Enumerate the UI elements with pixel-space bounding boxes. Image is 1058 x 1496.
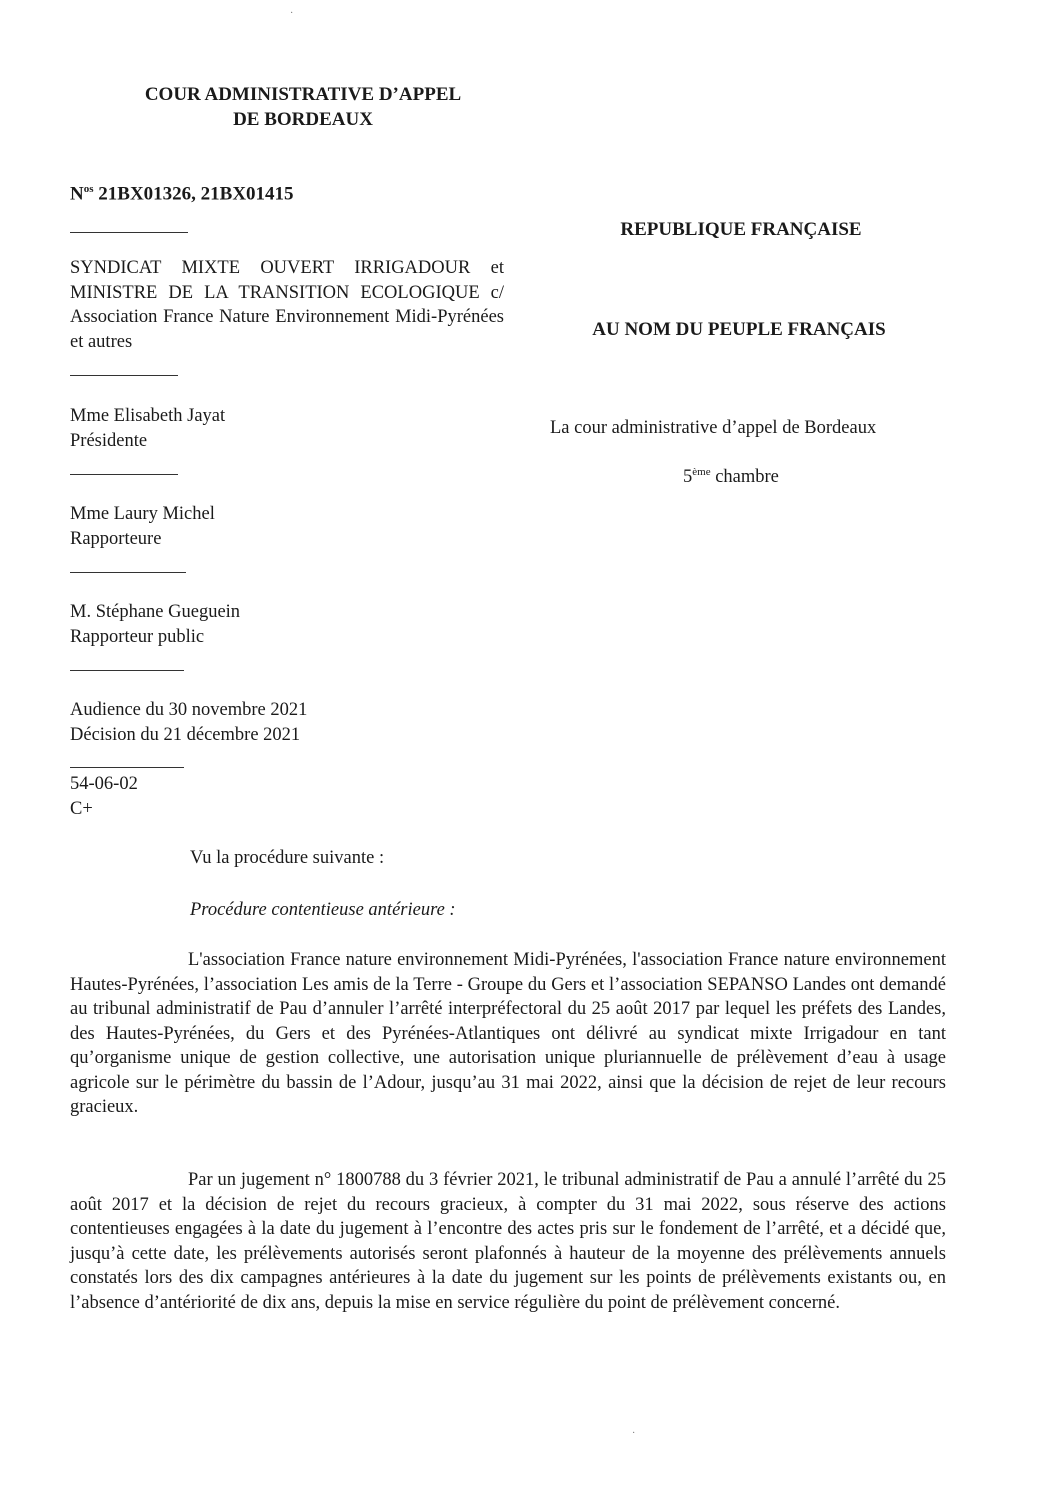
court-name-line1: COUR ADMINISTRATIVE D’APPEL xyxy=(144,84,462,105)
peuple-heading: AU NOM DU PEUPLE FRANÇAIS xyxy=(592,319,886,340)
decision-date: Décision du 21 décembre 2021 xyxy=(70,724,301,745)
court-name xyxy=(108,82,498,132)
rapporteur-name: Mme Laury Michel xyxy=(70,504,215,524)
paragraph-2: Par un jugement n° 1800788 du 3 février 2021, le tribunal administratif de Pau a annulé l’arrêté du 25 août 2017 et la décision de rejet du recours gracieux, à compter du 31 mai 2022, sous réserve des actions contentieuses engagées à la date du jugement à l’encontre des actes pris sur le fondement de l’arrêté, et a décidé que, jusqu’à cette date, les prélèvements autorisés seront plafonnés à hauteur de la moyenne des prélèvements annuels constatés lors des dix campagnes antérieures à la date du jugement sur les points de prélèvements existants ou, en l’absence d’antériorité de dix ans, depuis la mise en service régulière du point de prélèvement concerné. xyxy=(70,1170,946,1313)
audience-date: Audience du 30 novembre 2021 xyxy=(70,700,308,720)
rapporteur-block xyxy=(70,502,215,551)
president-name: Mme Elisabeth Jayat xyxy=(70,406,226,426)
president-role: Présidente xyxy=(70,430,148,451)
rapporteur-public-name: M. Stéphane Gueguein xyxy=(70,602,241,622)
president-block xyxy=(70,404,225,453)
case-numbers xyxy=(70,183,294,205)
procedure-intro: Vu la procédure suivante : xyxy=(190,848,385,868)
case-prefix: N xyxy=(70,183,84,205)
chamber-sup: ème xyxy=(692,466,711,478)
court-name-line2: DE BORDEAUX xyxy=(233,109,373,130)
case-number-list: 21BX01326, 21BX01415 xyxy=(93,183,294,205)
dates-block xyxy=(70,698,307,747)
classification-code: 54-06-02 xyxy=(70,774,138,794)
chamber xyxy=(683,466,779,488)
separator-rule xyxy=(70,670,184,671)
classification-level: C+ xyxy=(70,798,93,819)
parties: SYNDICAT MIXTE OUVERT IRRIGADOUR et MINISTRE DE LA TRANSITION ECOLOGIQUE c/ Association France Nature Environnement Midi-Pyrénées et autres xyxy=(70,258,504,352)
procedure-heading: Procédure contentieuse antérieure : xyxy=(190,900,456,920)
separator-rule xyxy=(70,232,188,233)
rapporteur-public-role: Rapporteur public xyxy=(70,626,205,647)
classification-block xyxy=(70,772,138,821)
separator-rule xyxy=(70,474,178,475)
chamber-label: chambre xyxy=(710,467,779,488)
republic-heading: REPUBLIQUE FRANÇAISE xyxy=(620,219,862,240)
scan-mark: · xyxy=(290,8,294,19)
case-prefix-sup: os xyxy=(83,183,94,195)
separator-rule xyxy=(70,375,178,376)
separator-rule xyxy=(70,767,184,768)
chamber-number: 5 xyxy=(683,467,693,488)
rapporteur-role: Rapporteure xyxy=(70,528,162,549)
separator-rule xyxy=(70,572,186,573)
rapporteur-public-block xyxy=(70,600,240,649)
court-line: La cour administrative d’appel de Bordeaux xyxy=(550,418,877,438)
scan-mark: · xyxy=(632,1428,636,1439)
paragraph-1: L'association France nature environnement Midi-Pyrénées, l'association France nature environnement Hautes-Pyrénées, l’association Les amis de la Terre - Groupe du Gers et l’association SEPANSO Landes ont demandé au tribunal administratif de Pau d’annuler l’arrêté interpréfectoral du 25 août 2017 par lequel les préfets des Landes, des Hautes-Pyrénées, du Gers et des Pyrénées-Atlantiques ont délivré au syndicat mixte Irrigadour en tant qu’organisme unique de gestion collective, une autorisation unique pluriannuelle de prélèvement d’eau à usage agricole sur le périmètre du bassin de l’Adour, jusqu’au 31 mai 2022, ainsi que la décision de rejet de leur recours gracieux. xyxy=(70,950,946,1117)
